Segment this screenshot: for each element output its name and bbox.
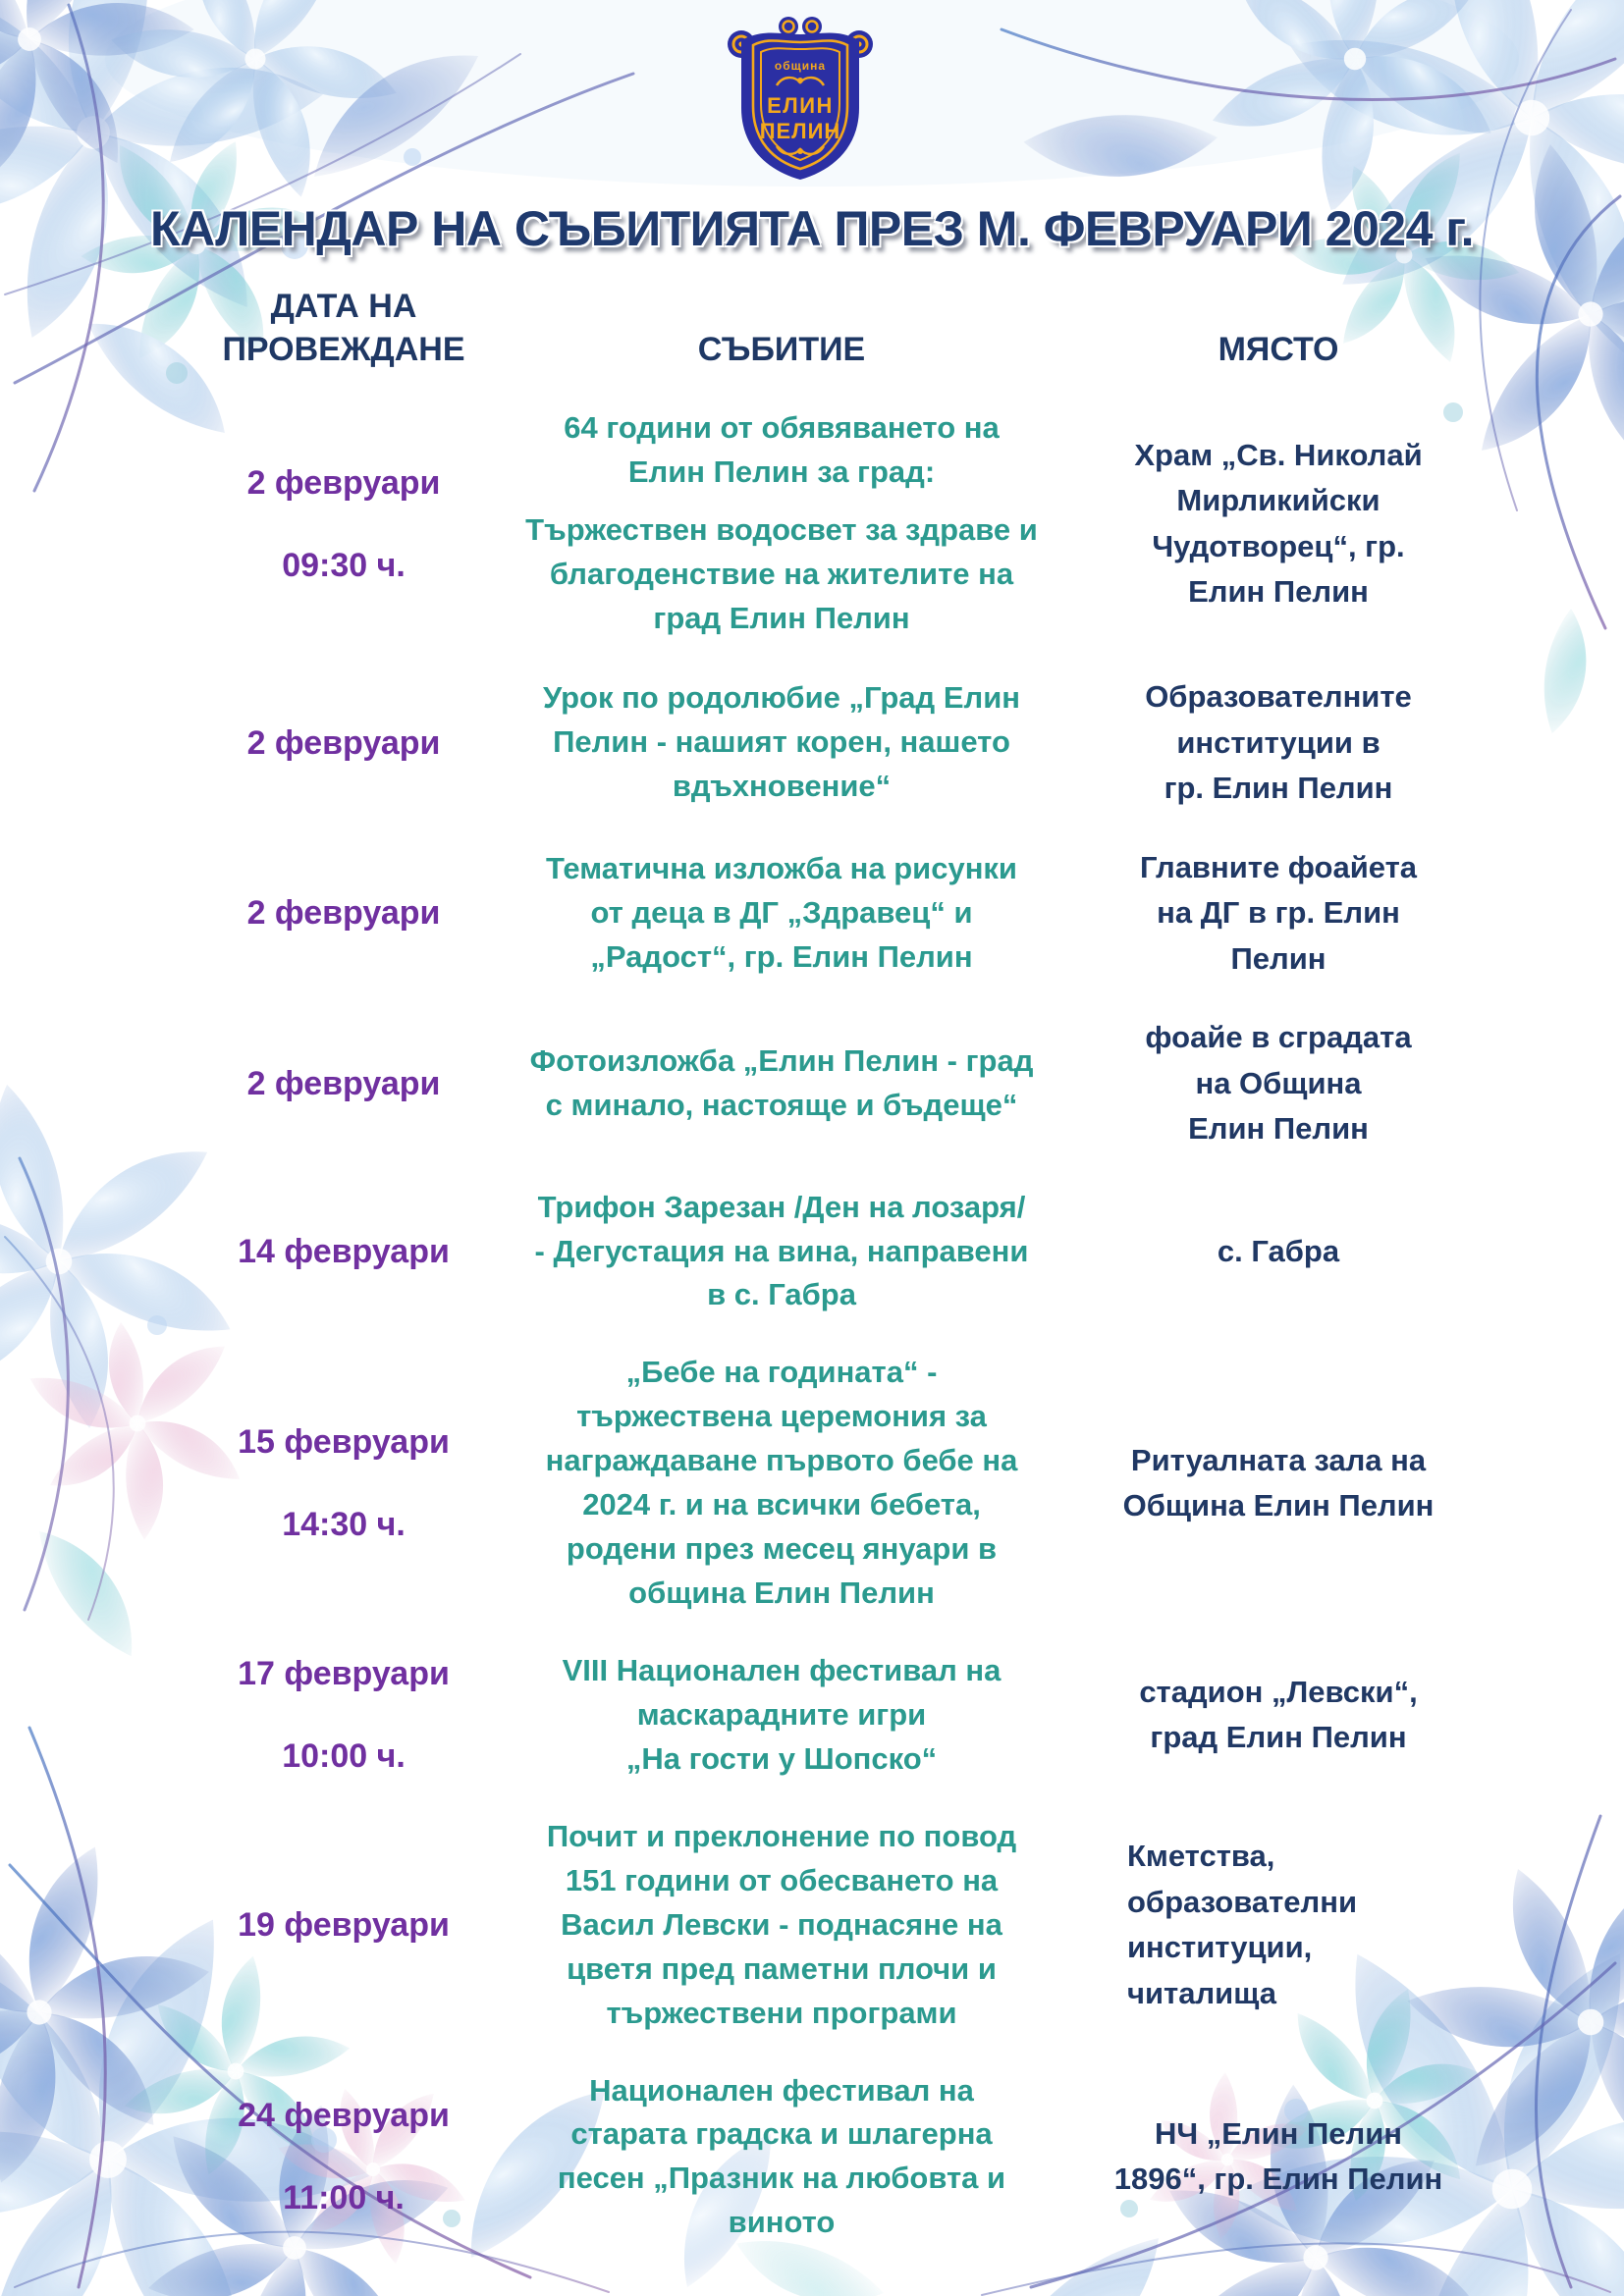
place-cell <box>1082 1229 1475 1275</box>
column-header-event: СЪБИТИЕ <box>697 331 866 369</box>
text-line <box>497 495 1066 508</box>
text-line: институции в <box>1176 724 1380 760</box>
text-line: на ДГ в гр. Елин <box>1157 895 1400 931</box>
text-line: 24 февруари <box>238 2097 450 2135</box>
municipality-logo <box>720 14 881 192</box>
text-line: 14 февруари <box>238 1232 450 1270</box>
logo-name-line2: ПЕЛИН <box>759 119 841 143</box>
text-line: от деца в ДГ „Здравец“ и <box>590 894 973 930</box>
text-line: „Радост“, гр. Елин Пелин <box>590 938 973 974</box>
text-line: 14:30 ч. <box>282 1506 406 1544</box>
date-cell <box>206 891 481 934</box>
text-line: Чудотворец“, гр. <box>1152 528 1405 563</box>
column-header-place: МЯСТО <box>1218 331 1339 369</box>
text-line: Фотоизложба „Елин Пелин - град <box>529 1042 1034 1078</box>
text-line: 2 февруари <box>246 894 441 933</box>
text-line: Образователните <box>1145 679 1412 715</box>
text-line: тържествена церемония за <box>576 1399 987 1434</box>
text-line: 2 февруари <box>246 723 441 762</box>
text-line: Елин Пелин <box>1188 1111 1369 1147</box>
text-line: читалища <box>1127 1975 1277 2010</box>
text-line: с минало, настояще и бъдеще“ <box>545 1087 1018 1122</box>
text-line: благоденствие на жителите на <box>549 557 1014 592</box>
text-line: фоайе в сградата <box>1145 1020 1412 1055</box>
text-line: 10:00 ч. <box>282 1737 406 1776</box>
text-line: старата градска и шлагерна <box>570 2116 993 2152</box>
text-line: - Дегустация на вина, направени <box>534 1233 1029 1268</box>
text-line: гр. Елин Пелин <box>1164 771 1393 806</box>
text-line: 15 февруари <box>238 1423 450 1461</box>
logo-name-line1: ЕЛИН <box>767 93 834 118</box>
date-cell <box>206 2094 481 2219</box>
text-line: 64 години от обявяването на <box>564 410 1000 446</box>
place-cell <box>1082 1834 1475 2016</box>
place-cell <box>1082 1670 1475 1761</box>
event-cell <box>497 847 1066 980</box>
text-line: награждаване първото бебе на <box>545 1443 1018 1478</box>
place-cell <box>1082 433 1475 615</box>
event-cell <box>497 1186 1066 1318</box>
text-line: Главните фоайета <box>1139 849 1418 884</box>
text-line: Мирликийски <box>1176 483 1380 518</box>
text-line: 1896“, гр. Елин Пелин <box>1113 2162 1443 2197</box>
date-cell <box>206 1062 481 1105</box>
text-line: цветя пред паметни плочи и <box>567 1950 997 1986</box>
text-line: Почит и преклонение по повод <box>546 1818 1017 1853</box>
event-cell <box>497 2069 1066 2246</box>
events-table <box>206 285 1475 2245</box>
text-line: Пелин - нашият корен, нашето <box>553 724 1010 760</box>
crest-shield <box>720 14 881 192</box>
text-line: 2 февруари <box>246 1064 441 1102</box>
text-line: VIII Национален фестивал на <box>562 1653 1001 1687</box>
text-line: 2024 г. и на всички бебета, <box>582 1487 981 1522</box>
text-line: образователни <box>1127 1884 1357 1919</box>
event-cell <box>497 1351 1066 1616</box>
page-title: КАЛЕНДАР НА СЪБИТИЯТА ПРЕЗ М. ФЕВРУАРИ 2024 г. <box>149 201 1475 256</box>
event-cell <box>497 1815 1066 2036</box>
text-line: 11:00 ч. <box>283 2179 405 2217</box>
text-line: Тържествен водосвет за здраве и <box>525 512 1038 548</box>
text-line: Ритуалната зала на <box>1130 1442 1427 1477</box>
place-cell <box>1082 845 1475 983</box>
text-line: Елин Пелин <box>1188 574 1369 610</box>
date-cell <box>206 1420 481 1546</box>
text-line: в с. Габра <box>707 1277 856 1312</box>
text-line: 2 февруари <box>246 463 441 502</box>
date-cell <box>206 1652 481 1778</box>
text-line: институции, <box>1127 1930 1313 1965</box>
text-line: Национален фестивал на <box>589 2072 974 2108</box>
text-line: стадион „Левски“, <box>1139 1674 1418 1709</box>
text-line: 09:30 ч. <box>282 546 406 584</box>
text-line: маскарадните игри <box>636 1696 927 1732</box>
date-cell <box>206 721 481 765</box>
text-line: Пелин <box>1230 940 1326 976</box>
date-cell <box>206 1903 481 1947</box>
event-cell <box>497 1649 1066 1782</box>
event-cell <box>497 406 1066 641</box>
logo-caption: община <box>774 59 827 73</box>
text-line: родени през месец януари в <box>566 1531 998 1567</box>
text-line: Община Елин Пелин <box>1122 1488 1435 1523</box>
date-cell <box>206 461 481 587</box>
text-line: песен „Празник на любовта и <box>557 2161 1006 2196</box>
text-line: вдъхновение“ <box>672 769 892 804</box>
text-line: с. Габра <box>1217 1233 1340 1268</box>
text-line: Елин Пелин за град: <box>627 454 936 490</box>
text-line: Васил Левски - поднасяне на <box>561 1906 1002 1942</box>
text-line: 17 февруари <box>238 1655 450 1693</box>
text-line: виното <box>728 2205 836 2240</box>
text-line: НЧ „Елин Пелин <box>1154 2115 1403 2151</box>
text-line: 19 февруари <box>238 1906 450 1945</box>
text-line: град Елин Пелин <box>1150 1720 1407 1755</box>
column-header-date: ДАТА НА ПРОВЕЖДАНЕ <box>222 288 465 369</box>
place-cell <box>1082 674 1475 812</box>
text-line: Трифон Зарезан /Ден на лозаря/ <box>537 1189 1026 1224</box>
text-line: „На гости у Шопско“ <box>625 1740 938 1776</box>
text-line: тържествени програми <box>606 1995 957 2030</box>
text-line: 151 години от обесването на <box>565 1862 999 1897</box>
text-line: на Община <box>1195 1065 1362 1100</box>
text-line: Урок по родолюбие „Град Елин <box>542 680 1020 716</box>
text-line: Тематична изложба на рисунки <box>545 850 1017 885</box>
text-line: Кметства, <box>1127 1839 1275 1874</box>
text-line: град Елин Пелин <box>653 601 910 636</box>
place-cell <box>1082 1015 1475 1152</box>
event-cell <box>497 676 1066 809</box>
place-cell <box>1082 2111 1475 2203</box>
date-cell <box>206 1230 481 1273</box>
text-line: Храм „Св. Николай <box>1134 437 1423 472</box>
text-line: „Бебе на годината“ - <box>625 1355 938 1390</box>
place-cell <box>1082 1438 1475 1529</box>
event-cell <box>497 1040 1066 1128</box>
text-line: община Елин Пелин <box>628 1575 935 1611</box>
